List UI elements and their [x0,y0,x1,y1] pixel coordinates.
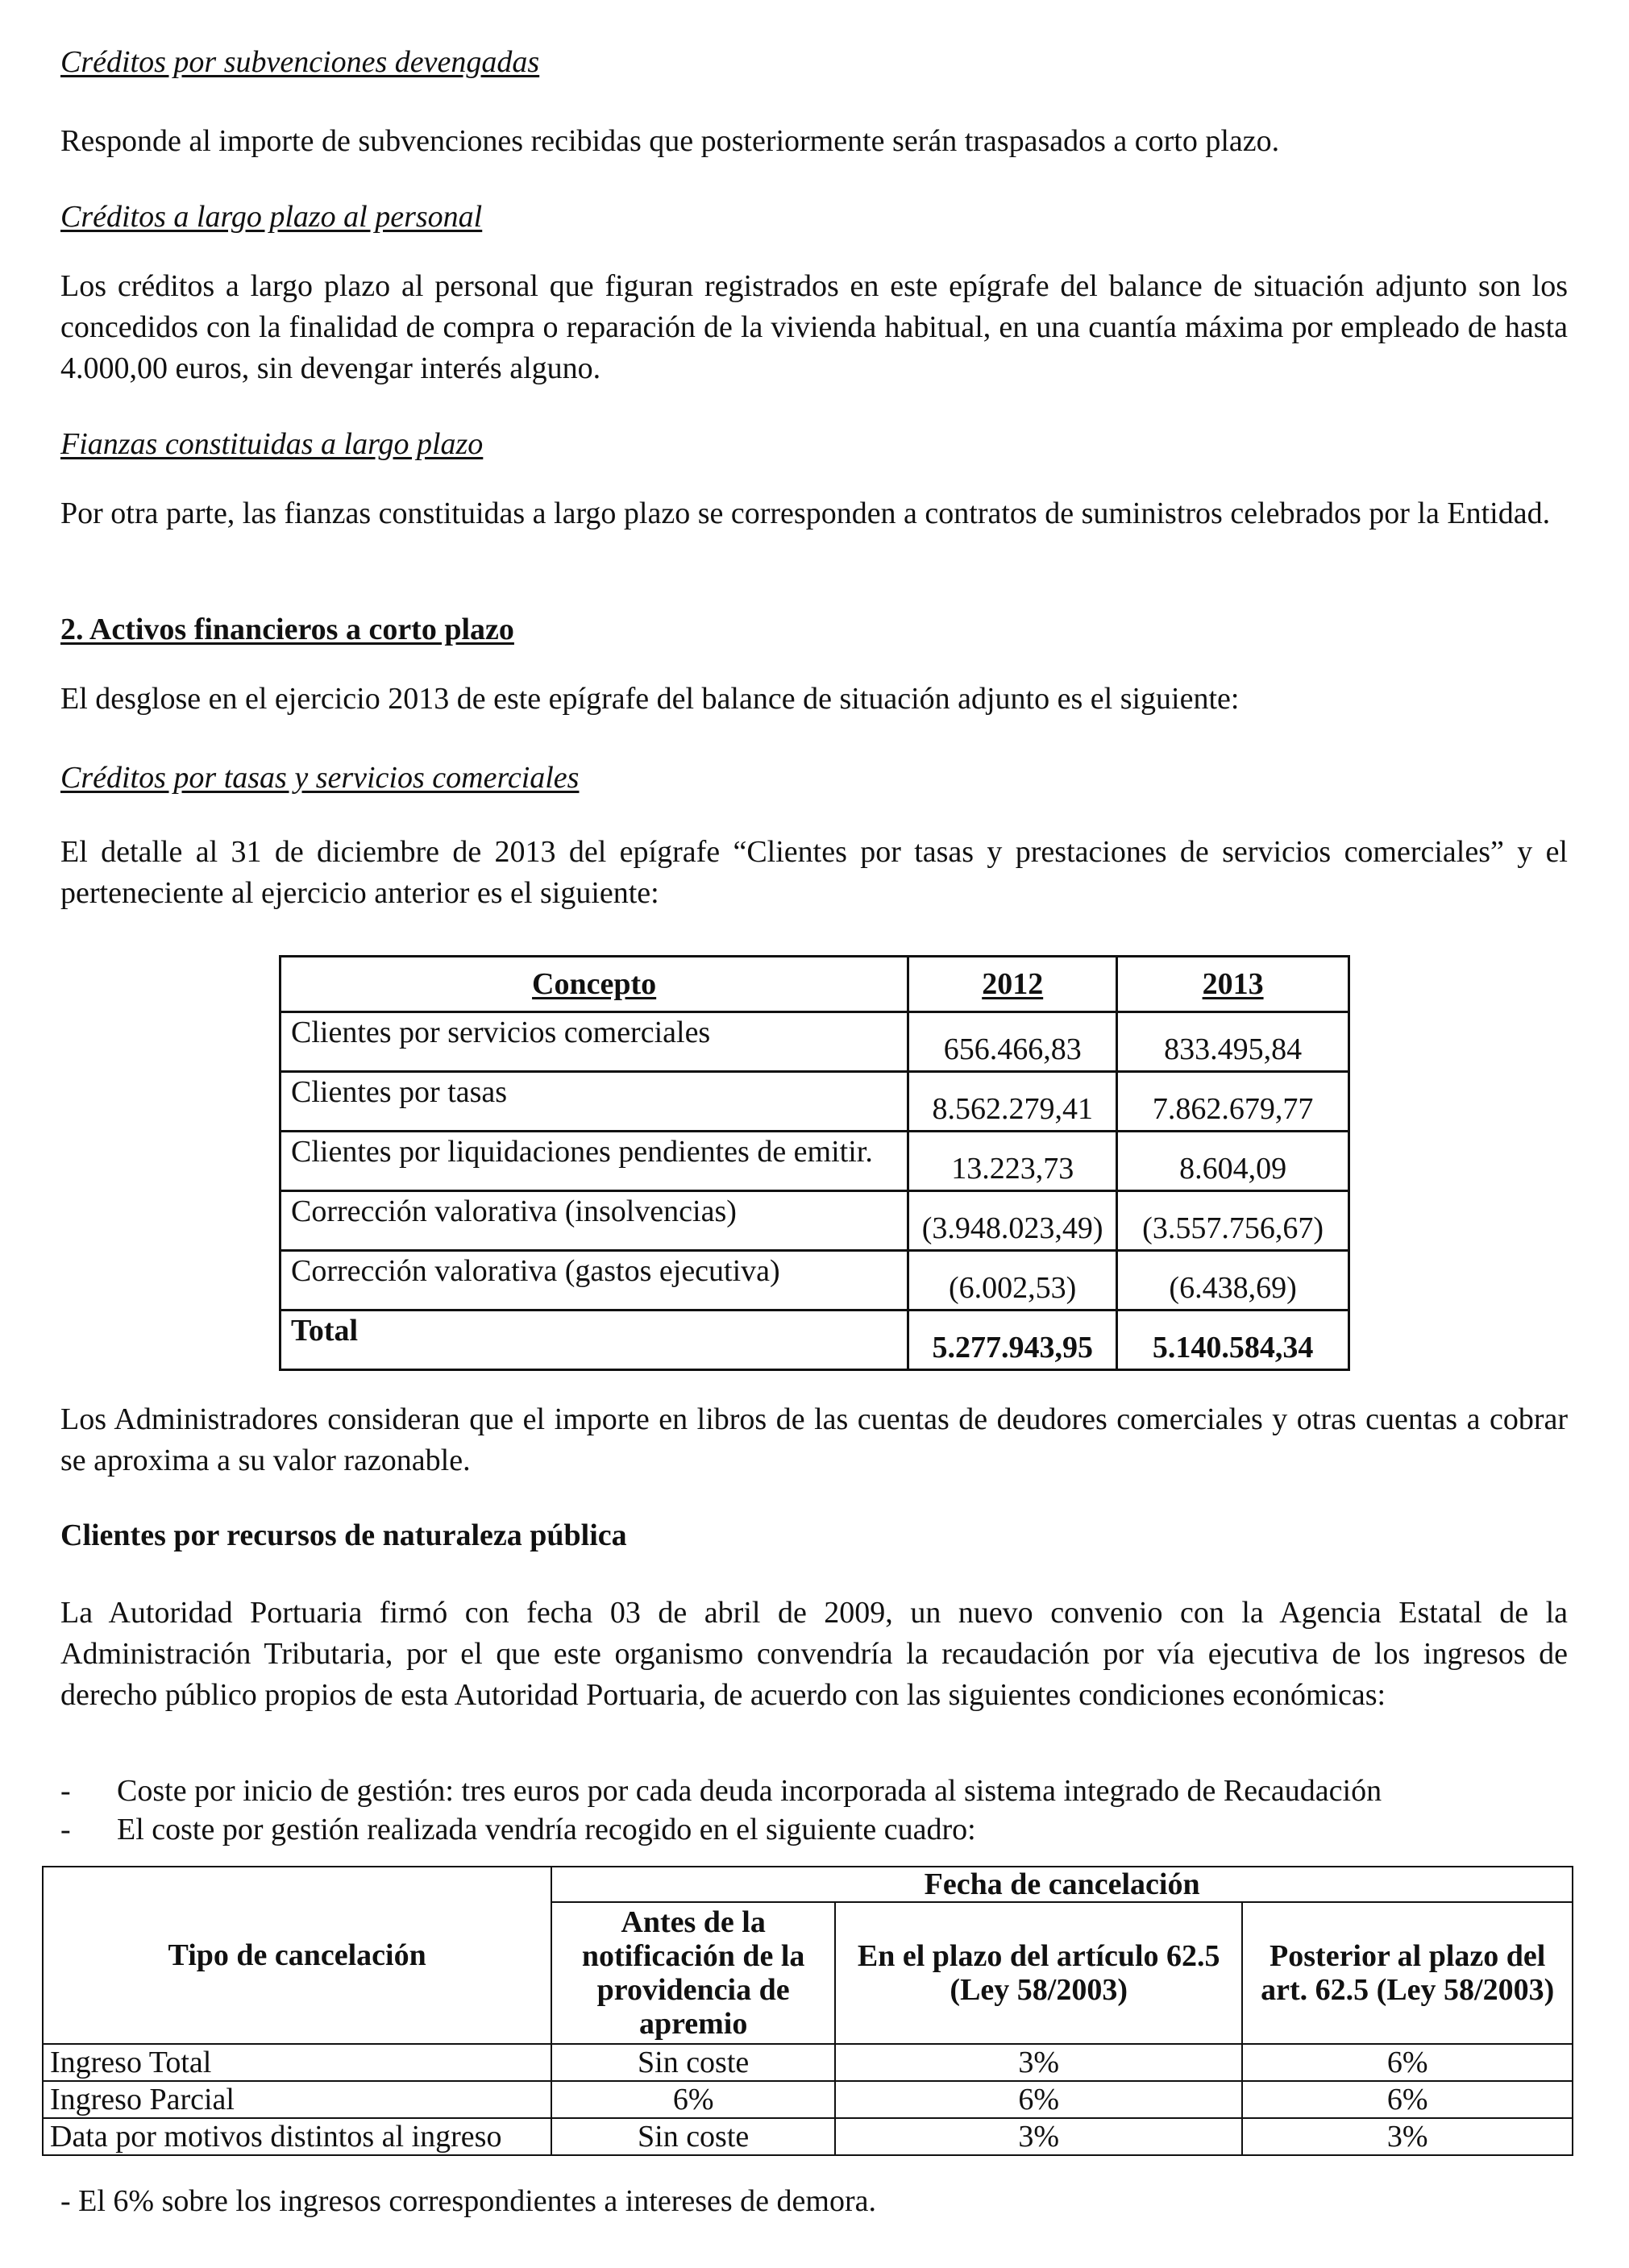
table-cancelacion [42,1866,1573,2156]
table-header-fecha: Fecha de cancelación [551,1867,1573,1902]
bullet-item: Coste por inicio de gestión: tres euros por cada deuda incorporada al sistema integrado de Recaudación [117,1774,1382,1808]
table-row [43,2118,1573,2155]
table-cell-2012: (3.948.023,49) [908,1191,1117,1251]
table-cell-posterior: 3% [1242,2118,1573,2155]
table-header-antes: Antes de la notificación de la providencia de apremio [551,1902,835,2044]
paragraph-administradores: Los Administradores consideran que el importe en libros de las cuentas de deudores comerciales y otras cuentas a cobrar se aproxima a su valor razonable. [60,1402,1568,1477]
table-total-row [281,1311,1349,1370]
table-cell-2013: (6.438,69) [1117,1251,1349,1311]
heading-clientes-publica: Clientes por recursos de naturaleza pública [60,1518,627,1552]
table-header-posterior: Posterior al plazo del art. 62.5 (Ley 58/2003) [1242,1902,1573,2044]
paragraph-fianzas: Por otra parte, las fianzas constituidas a largo plazo se corresponden a contratos de suministros celebrados por la Entidad. [60,496,1551,530]
table-cell-posterior: 6% [1242,2044,1573,2081]
table-header-row [281,957,1349,1012]
table-cell-2012: 656.466,83 [908,1012,1117,1072]
table-row [281,1072,1349,1132]
bullet-item: El coste por gestión realizada vendría recogido en el siguiente cuadro: [117,1813,976,1846]
paragraph-creditos-tasas: El detalle al 31 de diciembre de 2013 del epígrafe “Clientes por tasas y prestaciones de servicios comerciales” y el perteneciente al ejercicio anterior es el siguiente: [60,835,1568,910]
table-clientes [279,955,1350,1371]
table-header-2012: 2012 [908,957,1117,1012]
table-row [281,1132,1349,1191]
heading-activos-corto-plazo: 2. Activos financieros a corto plazo [60,613,514,646]
heading-fianzas: Fianzas constituidas a largo plazo [60,427,484,461]
table-cell-antes: Sin coste [551,2118,835,2155]
table-total-label: Total [281,1311,908,1370]
paragraph-creditos-personal: Los créditos a largo plazo al personal que figuran registrados en este epígrafe del balance de situación adjunto son los concedidos con la finalidad de compra o reparación de la vivienda habitual, en una cuantía máxima por empleado de hasta 4.000,00 euros, sin devengar interés alguno. [60,269,1568,385]
table-row [43,2044,1573,2081]
table-cell-plazo: 6% [835,2081,1242,2118]
table-cell-tipo: Data por motivos distintos al ingreso [43,2118,551,2155]
table-row [281,1251,1349,1311]
table-cell-2013: 7.862.679,77 [1117,1072,1349,1132]
table-total-2012: 5.277.943,95 [908,1311,1117,1370]
heading-creditos-personal: Créditos a largo plazo al personal [60,200,483,234]
table-cell-concepto: Corrección valorativa (gastos ejecutiva) [281,1251,908,1311]
table-cell-concepto: Corrección valorativa (insolvencias) [281,1191,908,1251]
table-header-plazo: En el plazo del artículo 62.5 (Ley 58/2003) [835,1902,1242,2044]
paragraph-clientes-publica: La Autoridad Portuaria firmó con fecha 03 de abril de 2009, un nuevo convenio con la Agencia Estatal de la Administración Tributaria, por el que este organismo convendría la recaudación por vía ejecutiva de los ingresos de derecho público propios de esta Autoridad Portuaria, de acuerdo con las siguientes condiciones económicas: [60,1596,1568,1712]
table-cell-concepto: Clientes por tasas [281,1072,908,1132]
table-row [281,1191,1349,1251]
table-cell-2012: 8.562.279,41 [908,1072,1117,1132]
table-cell-antes: Sin coste [551,2044,835,2081]
bullet-marker: - [60,1813,71,1846]
table-header-concepto: Concepto [281,957,908,1012]
heading-creditos-tasas: Créditos por tasas y servicios comerciales [60,761,580,795]
table-cell-tipo: Ingreso Parcial [43,2081,551,2118]
paragraph-activos-corto-plazo: El desglose en el ejercicio 2013 de este epígrafe del balance de situación adjunto es el siguiente: [60,682,1240,716]
table-cell-2012: 13.223,73 [908,1132,1117,1191]
footer-note: - El 6% sobre los ingresos correspondientes a intereses de demora. [60,2184,876,2218]
table-row [43,2081,1573,2118]
table-cell-concepto: Clientes por liquidaciones pendientes de emitir. [281,1132,908,1191]
table-row [281,1012,1349,1072]
table-total-2013: 5.140.584,34 [1117,1311,1349,1370]
table-cell-2013: (3.557.756,67) [1117,1191,1349,1251]
table-cell-posterior: 6% [1242,2081,1573,2118]
table-group-header-row [43,1867,1573,1902]
table-cell-concepto: Clientes por servicios comerciales [281,1012,908,1072]
table-cell-2012: (6.002,53) [908,1251,1117,1311]
table-cell-antes: 6% [551,2081,835,2118]
table-cell-plazo: 3% [835,2044,1242,2081]
table-header-2013: 2013 [1117,957,1349,1012]
table-cell-plazo: 3% [835,2118,1242,2155]
bullet-marker: - [60,1774,71,1808]
table-cell-tipo: Ingreso Total [43,2044,551,2081]
table-cell-2013: 8.604,09 [1117,1132,1349,1191]
table-cell-2013: 833.495,84 [1117,1012,1349,1072]
table-header-tipo: Tipo de cancelación [43,1867,551,2044]
heading-creditos-subvenciones: Créditos por subvenciones devengadas [60,45,540,79]
paragraph-creditos-subvenciones: Responde al importe de subvenciones recibidas que posteriormente serán traspasados a corto plazo. [60,124,1280,158]
